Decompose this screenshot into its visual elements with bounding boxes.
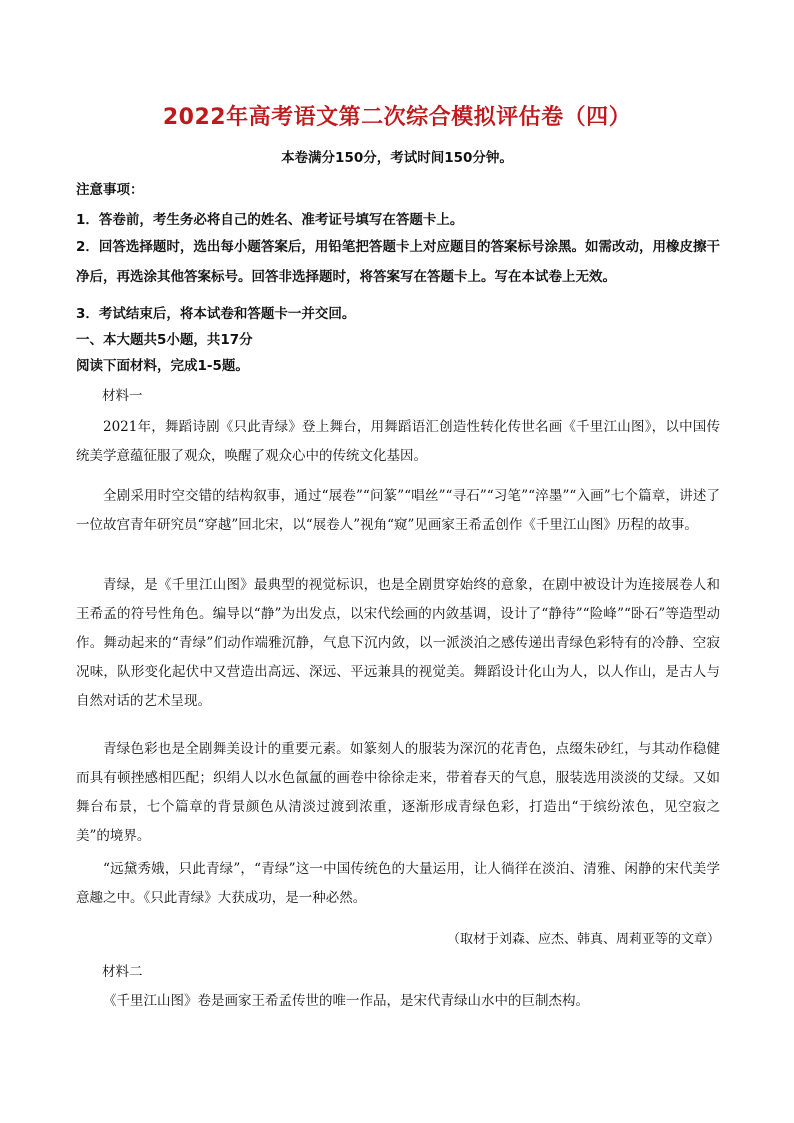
notes-heading: 注意事项：: [76, 182, 144, 198]
page-subtitle: 本卷满分150分，考试时间150分钟。: [281, 150, 513, 166]
material-1-paragraph-1: 2021年，舞蹈诗剧《只此青绿》登上舞台，用舞蹈语汇创造性转化传世名画《千里江山图》，以中国传统美学意蕴征服了观众，唤醒了观众心中的传统文化基因。: [76, 419, 720, 464]
material-1-paragraph-5: “远黛秀娥，只此青绿”，“青绿”这一中国传统色的大量运用，让人徜徉在淡泊、清雅、闲静的宋代美学意趣之中。《只此青绿》大获成功，是一种必然。: [76, 861, 720, 906]
notes-item-3: 3．考试结束后，将本试卷和答题卡一并交回。: [76, 306, 356, 322]
notes-item-1: 1．答卷前，考生务必将自己的姓名、准考证号填写在答题卡上。: [76, 212, 464, 228]
material-1-source: （取材于刘森、应杰、韩真、周莉亚等的文章）: [446, 932, 720, 947]
section-heading: 一、本大题共5小题，共17分: [76, 332, 253, 348]
section-instruction: 阅读下面材料，完成1-5题。: [76, 358, 249, 374]
notes-item-2: 2．回答选择题时，选出每小题答案后，用铅笔把答题卡上对应题目的答案标号涂黑。如需改动，用橡皮擦干净后，再选涂其他答案标号。回答非选择题时，将答案写在答题卡上。写在本试卷上无效。: [76, 239, 720, 285]
material-2-paragraph-1: 《千里江山图》卷是画家王希孟传世的唯一作品，是宋代青绿山水中的巨制杰构。: [103, 993, 589, 1009]
material-1-paragraph-4: 青绿色彩也是全剧舞美设计的重要元素。如篆刻人的服装为深沉的花青色，点缀朱砂红，与其动作稳健而具有顿挫感相匹配；织绢人以水色氤氲的画卷中徐徐走来，带着春天的气息，服装选用淡淡的艾绿。又如舞台布景，七个篇章的背景颜色从清淡过渡到浓重，逐渐形成青绿色彩，打造出“于缤纷浓色，见空寂之美”的境界。: [76, 741, 720, 844]
material-2-label: 材料二: [102, 964, 143, 980]
material-1-paragraph-2: 全剧采用时空交错的结构叙事，通过“展卷”“问篆”“唱丝”“寻石”“习笔”“淬墨”“入画”七个篇章，讲述了一位故宫青年研究员“穿越”回北宋，以“展卷人”视角“窥”见画家王希孟创作《千里江山图》历程的故事。: [76, 488, 720, 533]
page-title: 2022年高考语文第二次综合模拟评估卷（四）: [162, 105, 632, 130]
material-1-label: 材料一: [102, 388, 143, 404]
material-1-paragraph-3: 青绿，是《千里江山图》最典型的视觉标识，也是全剧贯穿始终的意象，在剧中被设计为连接展卷人和王希孟的符号性角色。编导以“静”为出发点，以宋代绘画的内敛基调，设计了“静待”“险峰”“卧石”等造型动作。舞动起来的“青绿”们动作端雅沉静，气息下沉内敛，以一派淡泊之感传递出青绿色彩特有的冷静、空寂况味，队形变化起伏中又营造出高远、深远、平远兼具的视觉美。舞蹈设计化山为人，以人作山，是古人与自然对话的艺术呈现。: [76, 577, 720, 709]
